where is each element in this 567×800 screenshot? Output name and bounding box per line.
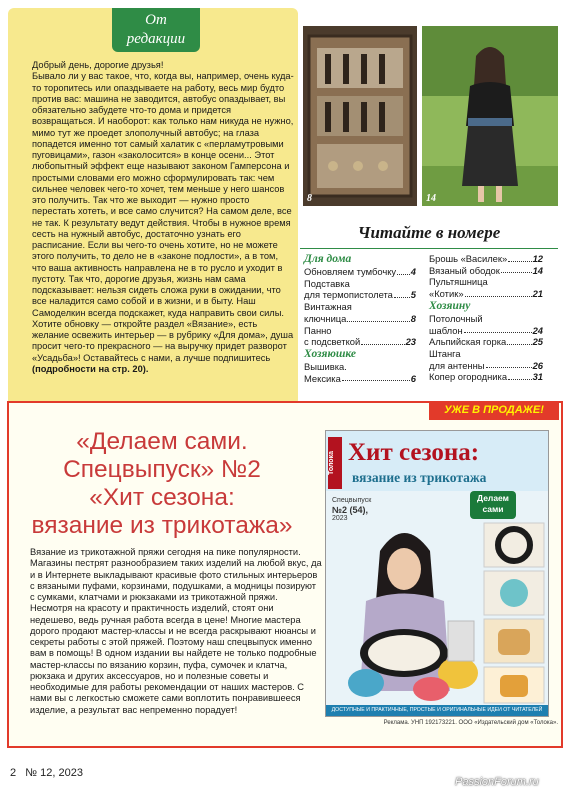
- contents-entry-page: 12: [532, 253, 543, 264]
- contents-entry-line[interactable]: Пультяшница: [429, 276, 488, 288]
- photo-page-number: 8: [307, 193, 312, 204]
- contents-entry-page: 26: [532, 359, 543, 371]
- contents-entry-page: 8: [410, 312, 416, 324]
- contents-title: Читайте в номере: [357, 223, 501, 242]
- contents-entry[interactable]: [429, 325, 543, 337]
- contents-entry-page: 14: [532, 264, 543, 276]
- contents-entry-page: 21: [532, 288, 543, 300]
- dress-photo: [422, 26, 558, 206]
- contents-entry-title: Копер огородника: [429, 371, 508, 383]
- contents-entry[interactable]: [429, 371, 543, 383]
- page-footer: [10, 767, 83, 779]
- issue-number: № 12, 2023: [25, 767, 83, 779]
- contents-entry-title: для антенны: [429, 359, 485, 371]
- promo-title-line: «Делаем сами.: [76, 428, 248, 455]
- editorial-letter: [32, 60, 294, 375]
- photo-page-number: 14: [426, 193, 436, 204]
- contents-section-heading: Хозяюшке: [304, 347, 357, 360]
- contents-entry-page: 23: [405, 336, 416, 348]
- cover-issue-line: Спецвыпуск: [332, 497, 372, 504]
- contents-entry[interactable]: [429, 360, 543, 372]
- letter-greeting: Добрый день, дорогие друзья!: [32, 60, 164, 70]
- contents-entry-page: 4: [410, 266, 416, 277]
- contents-entry-title: «Котик»: [429, 288, 464, 300]
- contents-entry-line[interactable]: Винтажная: [304, 301, 352, 313]
- cover-issue-info: [332, 497, 371, 523]
- key-holder-illustration: [303, 26, 417, 206]
- letter-body-text: Бывало ли у вас такое, что, когда вы, например, очень куда-то торопитесь или опаздываете на работу, весь мир будто против вас: машина не заводится, автобус опаздывает, вы обязательно забудете что-то дома и придется возвращаться. И наоборот: как только нам никуда не нужно, мимо тут же проедет злополучный автобус; на глаза попадется именно тот самый халатик с «перламутровыми пуговицами», газон «заколосится» в конце осени... Этот любопытный эффект еще называют законом Гамперсона и простыми словами его можно сформулировать так: чем сильнее человек чего-то хочет, тем меньше у него шансов это получить. Так что же выходит — нужно просто перестать хотеть, и все само случится? На самом деле, все не так. К результату ведут действия. Чтобы в нужное время сесть на нужный автобус, достаточно узнать его расписание. Если вы чего-то очень хотите, но не можете этого получить, то дело не в «законе подлости», а в том, что ваша активность направлена не в то русло и уходит в пустоту. Так что, дорогие друзья, жизнь нам сама подсказывает: нельзя сидеть сложа руки в ожидании, что все наладится само собой и в жизни, и в быту. Наш Самоделкин всегда подскажет, куда направить свои силы. Хотите обновку — откройте раздел «Вязание», есть желание освежить интерьер — в рубрику «Для дома», душа просит чего-то прекрасного — на выручку придет разворот «Усадьба»! Оставайтесь с нами, а лучше подпишитесь: [32, 71, 294, 363]
- letter-closing: (подробности на стр. 20).: [32, 363, 149, 374]
- contents-entry-line[interactable]: Вышивка.: [304, 360, 347, 372]
- contents-entry[interactable]: [304, 336, 416, 348]
- contents-entry-line[interactable]: Подставка: [304, 277, 350, 289]
- contents-section-heading: Для дома: [304, 253, 352, 265]
- contents-entry-title: Альпийская горка: [429, 336, 507, 348]
- promo-title-line: Спецвыпуск» №2: [63, 456, 261, 483]
- cover-logo-line: сами: [482, 504, 504, 514]
- cover-subtitle: вязание из трикотажа: [352, 470, 487, 485]
- contents-entry-title: Вязаный ободок: [429, 264, 500, 276]
- contents-entry[interactable]: [304, 289, 416, 301]
- contents-entry[interactable]: [429, 288, 543, 300]
- ad-credit: Реклама. УНП 192173221. ООО «Издательский дом «Толока».: [383, 720, 558, 726]
- contents-entry-title: шаблон: [429, 324, 463, 336]
- contents-entry-page: 6: [410, 372, 416, 384]
- contents-entry-line[interactable]: Панно: [304, 324, 332, 336]
- page-number: 2: [10, 767, 17, 779]
- on-sale-badge: УЖЕ В ПРОДАЖЕ!: [429, 401, 559, 420]
- cover-footer-strip: ДОСТУПНЫЕ И ПРАКТИЧНЫЕ, ПРОСТЫЕ И ОРИГИНАЛЬНЫЕ ИДЕИ ОТ ЧИТАТЕЛЕЙ: [326, 705, 548, 716]
- editorial-badge: [112, 8, 200, 52]
- cover-issue-line: №2 (54),: [332, 505, 369, 515]
- promo-body: Вязание из трикотажной пряжи сегодня на пике популярности. Магазины пестрят разнообразием таких изделий на любой вкус, да и в Интернете выкладывают красивые фото стильных интерьеров с вязаными пуфами, корзинами, подушками, а модницы позируют с сумками, клатчами и рюкзаками из трикотажной пряжи. Несмотря на красоту и практичность изделий, стоят они недешево, ведь ручная работа всегда в цене! Многие мастера дорого продают мастер-классы и не всегда раскрывают нюансы и секреты работы с этой пряжей. Поэтому наш спецвыпуск именно вам в помощь! В одном издании вы найдете не только подробные мастер-классы по вязанию корзин, пуфа, сумочек и клатча, рюкзака и других аксессуаров, но и полезные советы и необходимые для работы рекомендации от наших мастеров. С нами вы с легкостью сможете сами воплотить понравившееся изделие, а результат вас непременно порадует!: [30, 547, 322, 715]
- contents-entry[interactable]: [429, 336, 543, 348]
- contents-entry-page: 31: [532, 371, 543, 383]
- contents-entry-title: для термопистолета: [304, 289, 393, 301]
- contents-entry-title: Обновляем тумбочку: [304, 266, 397, 277]
- contents-entry-page: 24: [532, 324, 543, 336]
- contents-entry-title: Мексика: [304, 372, 341, 384]
- contents-entry-line[interactable]: Потолочный: [429, 312, 483, 324]
- contents-entry[interactable]: [304, 373, 416, 385]
- contents-entry-title: Брошь «Василек»: [429, 253, 508, 264]
- contents-entry-title: ключница: [304, 312, 347, 324]
- cover-issue-line: 2023: [332, 515, 348, 522]
- contents-entry-page: 5: [410, 289, 416, 301]
- contents-entry-title: с подсветкой: [304, 336, 361, 348]
- contents-entry-page: 25: [532, 336, 543, 348]
- key-holder-photo: [303, 26, 417, 206]
- contents-entry[interactable]: [304, 313, 416, 325]
- contents-divider: [300, 248, 558, 249]
- promo-title: [22, 428, 302, 540]
- contents-left-column: [304, 253, 416, 384]
- promo-title-line: вязание из трикотажа»: [31, 512, 293, 539]
- cover-logo-line: Делаем: [477, 493, 509, 503]
- magazine-cover[interactable]: [325, 430, 549, 717]
- cover-brand: Толока: [328, 437, 342, 489]
- promo-title-line: «Хит сезона:: [89, 484, 235, 511]
- contents-entry[interactable]: [304, 266, 416, 278]
- contents-entry[interactable]: [429, 253, 543, 265]
- watermark: PassionForum.ru: [455, 776, 539, 788]
- editorial-badge-line2: редакции: [126, 31, 186, 47]
- contents-entry-line[interactable]: Штанга: [429, 347, 461, 359]
- cover-title: Хит сезона:: [348, 439, 480, 466]
- contents-entry[interactable]: [429, 265, 543, 277]
- editorial-badge-line1: От: [145, 12, 167, 28]
- letter-body: [32, 71, 294, 375]
- contents-right-column: [429, 253, 543, 383]
- contents-section-heading: Хозяину: [429, 299, 471, 312]
- woman-in-dress-illustration: [422, 26, 558, 206]
- cover-logo: [470, 491, 516, 519]
